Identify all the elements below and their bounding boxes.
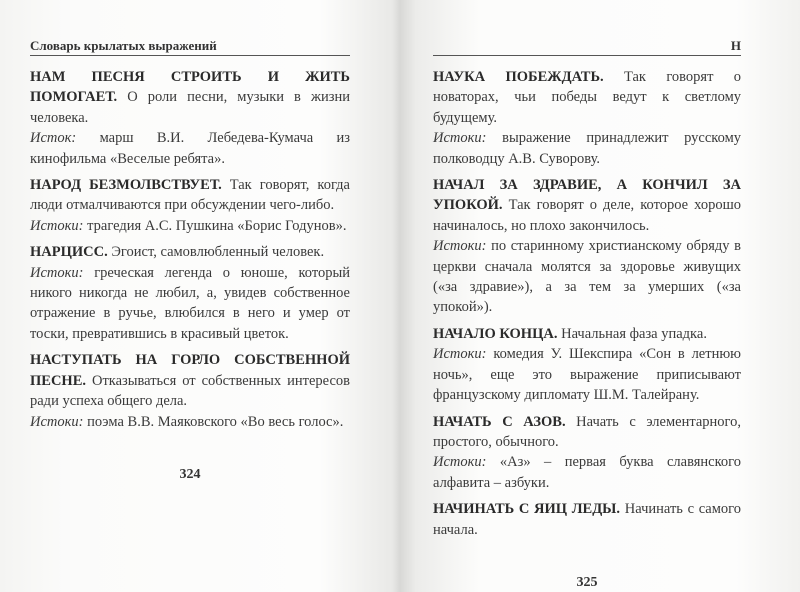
left-page xyxy=(30,0,350,484)
entry-definition: Начать с элементарного, простого, обычного. xyxy=(433,413,741,450)
entry-term: НАУКА ПОБЕЖДАТЬ. xyxy=(433,69,604,85)
entry-definition: Так говорят о деле, которое хорошо начиналось, но плохо закончилось. xyxy=(433,197,741,234)
entry-term: НАЧАТЬ С АЗОВ. xyxy=(433,413,566,430)
entry-list xyxy=(30,67,350,438)
dictionary-entry xyxy=(30,175,350,236)
entry-source-line xyxy=(433,128,741,169)
entry-source: поэма В.В. Маяковского «Во весь голос». xyxy=(87,413,344,430)
entry-definition-line xyxy=(30,175,350,216)
entry-source: комедия У. Шекспира «Сон в летнюю ночь», еще это выражение приписывают французскому дипломату Ш.М. Талейрану. xyxy=(433,346,741,404)
page-number: 325 xyxy=(576,574,598,590)
page-number: 324 xyxy=(179,466,201,482)
entry-term: НАЧАЛ ЗА ЗДРАВИЕ, А КОНЧИЛ ЗА УПОКОЙ. xyxy=(433,177,741,214)
entry-term: НАЧИНАТЬ С ЯИЦ ЛЕДЫ. xyxy=(433,501,621,518)
source-label: Истоки: xyxy=(30,413,84,430)
entry-source-line xyxy=(30,216,350,236)
entry-source: трагедия А.С. Пушкина «Борис Годунов». xyxy=(87,217,347,234)
source-label: Истоки: xyxy=(433,238,487,255)
entry-definition-line xyxy=(433,67,741,128)
entry-definition: Эгоист, самовлюбленный человек. xyxy=(111,244,325,261)
source-label: Истоки: xyxy=(433,346,487,363)
dictionary-entry xyxy=(30,350,350,432)
right-page xyxy=(433,0,741,592)
entry-definition-line xyxy=(433,324,741,344)
entry-source: греческая легенда о юноше, который никого никогда не любил, а, увидев собственное отражение в ручье, влюбился в него и умер от тоски, превратившись в красивый цветок. xyxy=(30,264,351,342)
entry-source-line xyxy=(30,128,350,169)
entry-term: НАЧАЛО КОНЦА. xyxy=(433,325,558,342)
entry-source-line xyxy=(433,236,741,318)
entry-term: НАСТУПАТЬ НА ГОРЛО СОБСТВЕННОЙ ПЕСНЕ. xyxy=(30,352,350,389)
entry-definition-line xyxy=(30,350,350,411)
entry-source-line xyxy=(30,263,350,345)
entry-definition: Так говорят о новаторах, чьи победы ведут к светлому будущему. xyxy=(433,69,741,126)
entry-definition: Так говорят, когда люди отмалчиваются при обсуждении чего-либо. xyxy=(30,177,350,214)
entry-term: НАРОД БЕЗМОЛВСТВУЕТ. xyxy=(30,177,222,194)
source-label: Исток: xyxy=(30,130,77,147)
entry-definition-line xyxy=(30,67,350,128)
dictionary-entry xyxy=(433,67,741,169)
entry-definition: Начальная фаза упадка. xyxy=(561,325,707,342)
entry-term: НАРЦИСС. xyxy=(30,244,108,261)
source-label: Истоки: xyxy=(30,264,84,281)
entry-definition-line xyxy=(433,499,741,540)
entry-list xyxy=(433,67,741,546)
source-label: Истоки: xyxy=(433,454,487,471)
entry-source: «Аз» – первая буква славянского алфавита – азбуки. xyxy=(433,454,741,491)
entry-source-line xyxy=(433,344,741,405)
dictionary-entry xyxy=(433,499,741,540)
entry-definition: О роли песни, музыки в жизни человека. xyxy=(30,89,350,126)
section-letter-header: Н xyxy=(433,37,741,56)
running-header: Словарь крылатых выражений xyxy=(30,37,350,56)
dictionary-entry xyxy=(433,412,741,494)
entry-source: марш В.И. Лебедева-Кумача из кинофильма «Веселые ребята». xyxy=(30,130,350,167)
entry-source-line xyxy=(433,452,741,493)
entry-source: выражение принадлежит русскому полководцу А.В. Суворову. xyxy=(433,130,742,167)
entry-definition-line xyxy=(30,242,350,262)
dictionary-entry xyxy=(30,67,350,169)
dictionary-entry xyxy=(433,175,741,318)
entry-term: НАМ ПЕСНЯ СТРОИТЬ И ЖИТЬ ПОМОГАЕТ. xyxy=(30,69,350,106)
source-label: Истоки: xyxy=(433,130,487,147)
dictionary-entry xyxy=(433,324,741,406)
entry-source-line xyxy=(30,412,350,432)
source-label: Истоки: xyxy=(30,217,84,234)
entry-definition-line xyxy=(433,175,741,236)
entry-source: по старинному христианскому обряду в церкви сначала молятся за здоровье живущих («за здравие»), а за тем за умерших («за упокой»). xyxy=(433,238,741,316)
entry-definition: Начинать с самого начала. xyxy=(433,501,741,538)
dictionary-entry xyxy=(30,242,350,344)
entry-definition: Отказываться от собственных интересов ради успеха общего дела. xyxy=(30,372,350,410)
entry-definition-line xyxy=(433,412,741,453)
